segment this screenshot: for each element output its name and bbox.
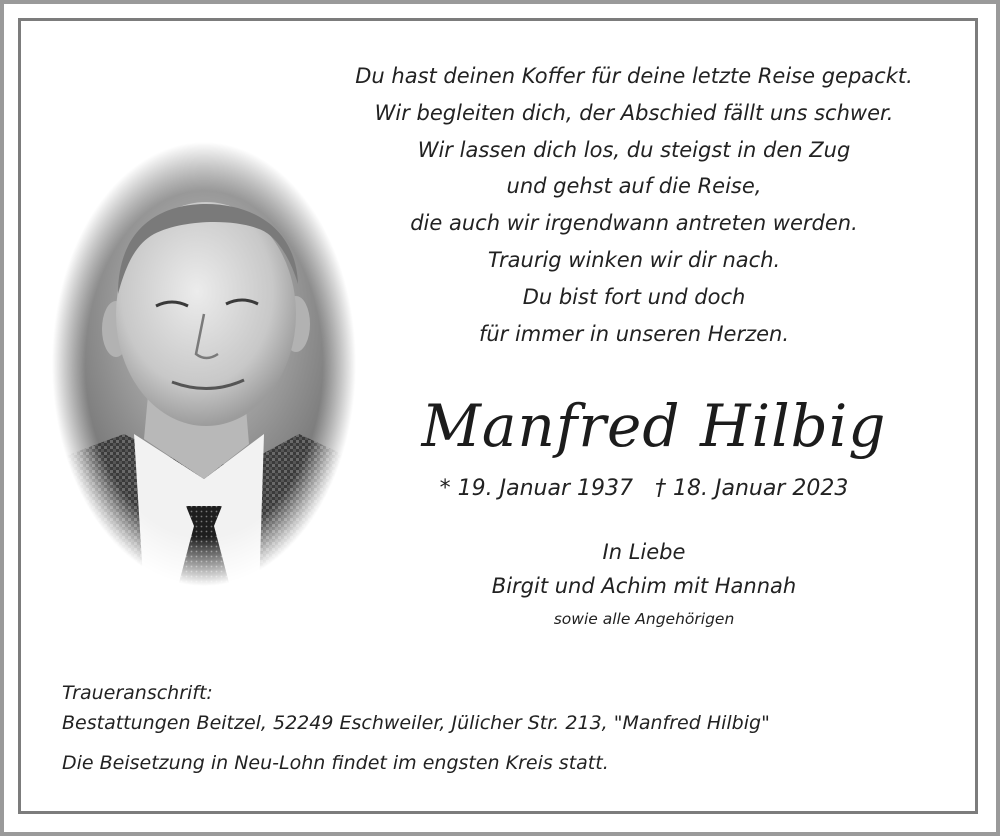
mourners-others: sowie alle Angehörigen [553, 610, 735, 628]
deceased-name: Manfred Hilbig [421, 392, 887, 460]
poem-line: die auch wir irgendwann antreten werden. [410, 211, 858, 236]
poem-line: Wir begleiten dich, der Abschied fällt uns schwer. [374, 100, 894, 125]
poem-line: Du hast deinen Koffer für deine letzte Reise gepackt. [355, 64, 913, 88]
birth-date: * 19. Januar 1937 [439, 476, 633, 501]
burial-note: Die Beisetzung in Neu-Lohn findet im engsten Kreis statt. [62, 752, 609, 774]
poem-line: für immer in unseren Herzen. [478, 321, 790, 346]
address-label: Traueranschrift: [62, 682, 213, 704]
portrait-photo [44, 134, 364, 594]
poem-line: Wir lassen dich los, du steigst in den Zug [417, 137, 851, 162]
poem [304, 58, 964, 352]
death-date: † 18. Januar 2023 [655, 476, 849, 501]
mourners-names: Birgit und Achim mit Hannah [491, 574, 797, 598]
address-line: Bestattungen Beitzel, 52249 Eschweiler, Jülicher Str. 213, "Manfred Hilbig" [62, 712, 770, 734]
poem-line: Traurig winken wir dir nach. [487, 247, 781, 272]
poem-line: Du bist fort und doch [522, 284, 746, 309]
life-dates [404, 476, 884, 501]
poem-line: und gehst auf die Reise, [506, 174, 762, 199]
obituary-card [4, 4, 996, 832]
mourners-intro: In Liebe [602, 540, 686, 564]
